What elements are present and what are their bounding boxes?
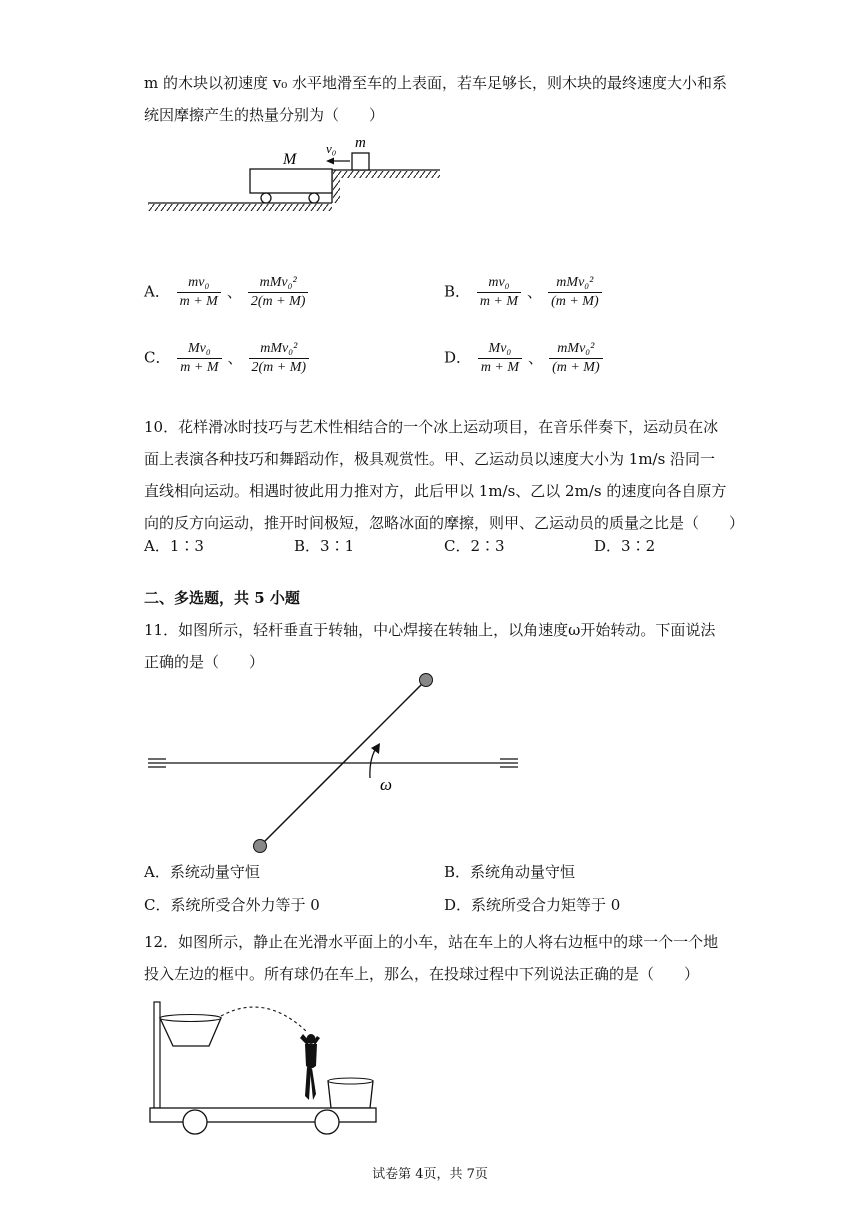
cart-label: M <box>283 151 297 168</box>
q9-d-heat: $\frac{\text{mMv₀²}}{(m + M)}$ <box>549 340 603 377</box>
cart-body <box>250 169 332 193</box>
q9-option-c[interactable]: C． $\frac{\text{Mv₀}}{m + M}$ 、 $\frac{\text{mMv₀²}}{2(m + M)}$ <box>144 340 311 377</box>
q10-option-b[interactable]: B．3∶1 <box>294 537 355 555</box>
cart-wheel-right <box>309 193 319 203</box>
q10-option-a[interactable]: A．1∶3 <box>144 537 204 555</box>
q9-b-velocity: $\frac{\text{mv₀}}{m + M}$ <box>477 274 521 311</box>
q11-rotating-rod-figure <box>140 668 530 858</box>
q11-option-c[interactable]: C．系统所受合外力等于 0 <box>144 896 320 914</box>
q11-line-2: 正确的是（ ） <box>144 653 265 671</box>
section-heading: 二、多选题，共 5 小题 <box>144 589 300 607</box>
block <box>352 153 369 170</box>
left-basket <box>160 1018 221 1046</box>
q12-cart-basket-figure <box>145 996 385 1136</box>
block-label: m <box>355 135 366 151</box>
q9-c-velocity: $\frac{\text{Mv₀}}{m + M}$ <box>177 340 221 377</box>
q9-a-heat: $\frac{\text{mMv₀²}}{2(m + M)}$ <box>248 274 309 311</box>
page-footer: 试卷第 4页，共 7页 <box>372 1167 488 1182</box>
q11-option-b[interactable]: B．系统角动量守恒 <box>444 863 576 881</box>
q12-line-1: 12．如图所示，静止在光滑水平面上的小车，站在车上的人将右边框中的球一个一个地 <box>144 933 719 951</box>
q9-option-a[interactable]: A． $\frac{\text{mv₀}}{m + M}$ 、 $\frac{\text{mMv₀²}}{2(m + M)}$ <box>144 274 310 311</box>
q9-cart-figure <box>140 135 450 215</box>
velocity-label: v₀ <box>326 141 337 156</box>
q10-line-3: 直线相向运动。相遇时彼此用力推对方，此后甲以 1m/s、乙以 2m/s 的速度向各自原方 <box>144 482 727 500</box>
q11-line-1: 11．如图所示，轻杆垂直于转轴，中心焊接在转轴上，以角速度ω开始转动。下面说法 <box>144 621 716 639</box>
mass-ball-bottom <box>254 840 267 853</box>
right-basket <box>328 1081 373 1108</box>
q9-d-velocity: $\frac{\text{Mv₀}}{m + M}$ <box>478 340 522 377</box>
thrower-silhouette <box>300 1034 320 1100</box>
q11-option-d[interactable]: D．系统所受合力矩等于 0 <box>444 896 621 914</box>
cart-wheel-left <box>183 1110 207 1134</box>
q12-line-2: 投入左边的框中。所有球仍在车上，那么，在投球过程中下列说法正确的是（ ） <box>144 965 700 983</box>
cart-wheel-right <box>315 1110 339 1134</box>
q10-line-2: 面上表演各种技巧和舞蹈动作，极具观赏性。甲、乙运动员以速度大小为 1m/s 沿同一 <box>144 450 716 468</box>
q9-option-d[interactable]: D． $\frac{\text{Mv₀}}{m + M}$ 、 $\frac{\text{mMv₀²}}{(m + M)}$ <box>444 340 605 377</box>
q9-stem-line-1: m 的木块以初速度 v₀ 水平地滑至车的上表面，若车足够长，则木块的最终速度大小和系 <box>144 74 728 92</box>
ball-trajectory <box>221 1007 307 1032</box>
q9-stem-line-2: 统因摩擦产生的热量分别为（ ） <box>144 106 385 124</box>
mass-ball-top <box>420 674 433 687</box>
q10-line-4: 向的反方向运动，推开时间极短，忽略冰面的摩擦，则甲、乙运动员的质量之比是（ ） <box>144 514 745 532</box>
q10-option-d[interactable]: D．3∶2 <box>594 537 656 555</box>
q9-option-b[interactable]: B． $\frac{\text{mv₀}}{m + M}$ 、 $\frac{\text{mMv₀²}}{(m + M)}$ <box>444 274 604 311</box>
q9-c-heat: $\frac{\text{mMv₀²}}{2(m + M)}$ <box>249 340 310 377</box>
q10-line-1: 10．花样滑冰时技巧与艺术性相结合的一个冰上运动项目，在音乐伴奏下，运动员在冰 <box>144 418 719 436</box>
q9-a-velocity: $\frac{\text{mv₀}}{m + M}$ <box>177 274 221 311</box>
q10-option-c[interactable]: C．2∶3 <box>444 537 505 555</box>
omega-label: ω <box>380 775 393 794</box>
cart-wheel-left <box>261 193 271 203</box>
basket-pole <box>154 1002 160 1108</box>
q11-option-a[interactable]: A．系统动量守恒 <box>144 863 260 881</box>
q9-b-heat: $\frac{\text{mMv₀²}}{(m + M)}$ <box>548 274 602 311</box>
